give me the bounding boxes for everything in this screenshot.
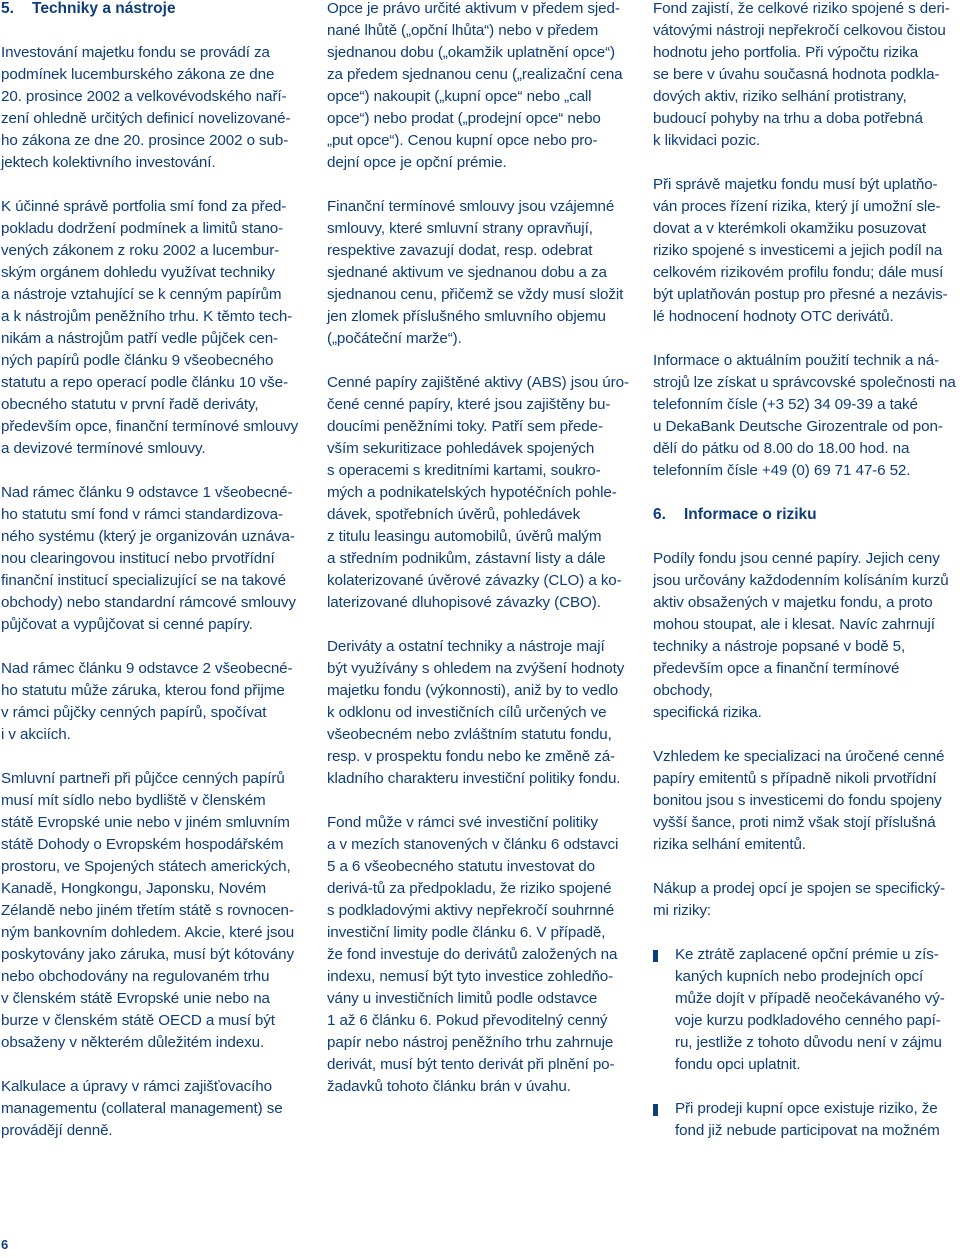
col3-paragraph-6: Nákup a prodej opcí je spojen se specifický- mi riziky: <box>653 880 945 919</box>
section-5-heading <box>1 0 309 20</box>
col2-paragraph-4: Deriváty a ostatní techniky a nástroje mají být využívány s ohledem na zvýšení hodnoty majetku fondu (výkonnosti), aniž by to vedlo k odklonu od investičních cílů určených ve všeobecném nebo zvláštním statutu fondu, resp. v prospektu fondu nebo ke změně zá- kladního charakteru investiční politiky fondu. <box>327 638 625 787</box>
col2-paragraph-1: Opce je právo určité aktivum v předem sjed- nané lhůtě („opční lhůta“) nebo v předem sjednanou dobu („okamžik uplatnění opce“) za předem sjednanou cenu („realizační cena opce“) nakoupit („kupní opce“ nebo „call opce“) nebo prodat („prodejní opce“ nebo „put opce“). Cenou kupní opce nebo pro- dejní opce je opční prémie. <box>327 0 623 171</box>
col3-paragraph-1: Fond zajistí, že celkové riziko spojené s deri- vátovými nástroji nepřekročí celkovou čistou hodnotu jeho portfolia. Při výpočtu rizika se bere v úvahu současná hodnota podkla- dových aktiv, riziko selhání protistrany, budoucí pohyby na trhu a doba potřebná k likvidaci pozic. <box>653 0 950 149</box>
col2-paragraph-3: Cenné papíry zajištěné aktivy (ABS) jsou úro- čené cenné papíry, které jsou zajištěny bu- doucími peněžními toky. Patří sem přede- vším sekuritizace pohledávek spojených s operacemi s kreditními kartami, soukro- mých a podnikatelských hypotéčních pohle- dávek, spotřebních úvěrů, pohledávek z titulu leasingu automobilů, úvěrů malým a středním podnikům, zástavní listy a dále kolaterizované úvěrové závazky (CLO) a ko- laterizované dluhopisové závazky (CBO). <box>327 374 629 611</box>
col3-paragraph-5: Vzhledem ke specializaci na úročené cenné papíry emitentů s případně nikoli prvotřídní bonitou jsou s investicemi do fondu spojeny vyšší šance, proti nimž však stojí příslušná rizika selhání emitentů. <box>653 748 945 853</box>
section-6-title: Informace o riziku <box>684 506 817 523</box>
col2-paragraph-5: Fond může v rámci své investiční politiky a v mezích stanovených v článku 6 odstavci 5 a 6 všeobecného statutu investovat do derivá-tů za předpokladu, že riziko spojené s podkladovými aktivy nepřekročí souhrnné investiční limity podle článku 6. V případě, že fond investuje do derivátů založených na indexu, nemusí být tyto investice zohledňo- vány u investičních limitů podle odstavce 1 až 6 článku 6. Pokud převoditelný cenný papír nebo nástroj peněžního trhu zahrnuje derivát, musí být tento derivát při plnění po- žadavků tohoto článku brán v úvahu. <box>327 814 619 1095</box>
col1-paragraph-3: Nad rámec článku 9 odstavce 1 všeobecné- ho statutu smí fond v rámci standardizova- ného systému (který je organizován uznáva- nou clearingovou institucí nebo prvotřídní finanční institucí specializující se na takové obchody) nebo standardní rámcové smlouvy půjčovat a vypůjčovat si cenné papíry. <box>1 484 296 633</box>
risk-bullet-list <box>653 944 960 1142</box>
col2-paragraph-2: Finanční termínové smlouvy jsou vzájemné smlouvy, které smluvní strany opravňují, respektive zavazují dodat, resp. odebrat sjednané aktivum ve sjednanou dobu a za sjednanou cenu, přičemž se vždy musí složit jen zlomek příslušného smluvního objemu („počáteční marže“). <box>327 198 624 347</box>
square-bullet-icon <box>653 1104 658 1116</box>
col3-paragraph-2: Při správě majetku fondu musí být uplatňo- ván proces řízení rizika, který jí umožní sle- dovat a v kterémkoli okamžiku posuzovat riziko spojené s investicemi a jejich podíl na celkovém rizikovém profilu fondu; dále musí být uplatňován postup pro přesné a nezávis- lé hodnocení hodnoty OTC derivátů. <box>653 176 948 325</box>
column-2 <box>327 0 639 1120</box>
section-6-heading <box>653 504 960 526</box>
col3-paragraph-3: Informace o aktuálním použití technik a ná- strojů lze získat u správcovské společnosti na telefonním čísle (+3 52) 34 09-39 a také u DekaBank Deutsche Girozentrale od pon- dělí do pátku od 8.00 do 18.00 hod. na telefonním čísle +49 (0) 69 71 47-6 52. <box>653 352 956 479</box>
col1-paragraph-2: K účinné správě portfolia smí fond za před- pokladu dodržení podmínek a limitů stano- vených zákonem z roku 2002 a lucembur- ským orgánem dohledu využívat techniky a nástroje vztahující se k cenným papírům a k nástrojům peněžního trhu. K těmto tech- nikám a nástrojům patří vedle půjček cen- ných papírů podle článku 9 všeobecného statutu a repo operací podle článku 10 vše- obecného statutu v první řadě deriváty, především opce, finanční termínové smlouvy a devizové termínové smlouvy. <box>1 198 299 457</box>
page-number: 6 <box>1 1237 9 1252</box>
section-5-title: Techniky a nástroje <box>32 0 176 17</box>
square-bullet-icon <box>653 950 658 962</box>
section-6-number: 6. <box>653 506 666 523</box>
list-item <box>653 944 960 1076</box>
col1-paragraph-4: Nad rámec článku 9 odstavce 2 všeobecné- ho statutu může záruka, kterou fond přijme v rámci půjčky cenných papírů, spočívat i v akciích. <box>1 660 293 743</box>
bullet-text: Při prodeji kupní opce existuje riziko, že fond již nebude participovat na možném <box>675 1100 940 1139</box>
col1-paragraph-6: Kalkulace a úpravy v rámci zajišťovacího managementu (collateral management) se provádějí denně. <box>1 1078 283 1139</box>
col3-paragraph-4: Podíly fondu jsou cenné papíry. Jejich ceny jsou určovány každodenním kolísáním kurzů aktiv obsažených v majetku fondu, a proto mohou stoupat, ale i klesat. Navíc zahrnují techniky a nástroje popsané v bodě 5, především opce a finanční termínové obchody, specifická rizika. <box>653 550 949 721</box>
col1-paragraph-5: Smluvní partneři při půjčce cenných papírů musí mít sídlo nebo bydliště v členském státě Evropské unie nebo v jiném smluvním státě Dohody o Evropském hospodářském prostoru, ve Spojených státech amerických, Kanadě, Hongkongu, Japonsku, Novém Zélandě nebo jiném třetím státě s rovnocen- ným bankovním dohledem. Akcie, které jsou poskytovány jako záruka, musí být kótovány nebo obchodovány na regulovaném trhu v členském státě Evropské unie nebo na burze v členském státě OECD a musí být obsaženy v některém důležitém indexu. <box>1 770 295 1051</box>
col1-paragraph-1: Investování majetku fondu se provádí za podmínek lucemburského zákona ze dne 20. prosince 2002 a velkovévodského naří- zení ohledně určitých definicí novelizované- ho zákona ze dne 20. prosince 2002 o sub- jektech kolektivního investování. <box>1 44 291 171</box>
column-3 <box>653 0 960 1164</box>
list-item <box>653 1098 960 1142</box>
section-5-number: 5. <box>1 0 14 17</box>
column-1 <box>1 0 309 1164</box>
bullet-text: Ke ztrátě zaplacené opční prémie u zís- kaných kupních nebo prodejních opcí může dojít v případě neočekávaného vý- voje kurzu podkladového cenného papí- ru, jestliže z tohoto důvodu není v zájmu fondu opci uplatnit. <box>675 946 945 1073</box>
